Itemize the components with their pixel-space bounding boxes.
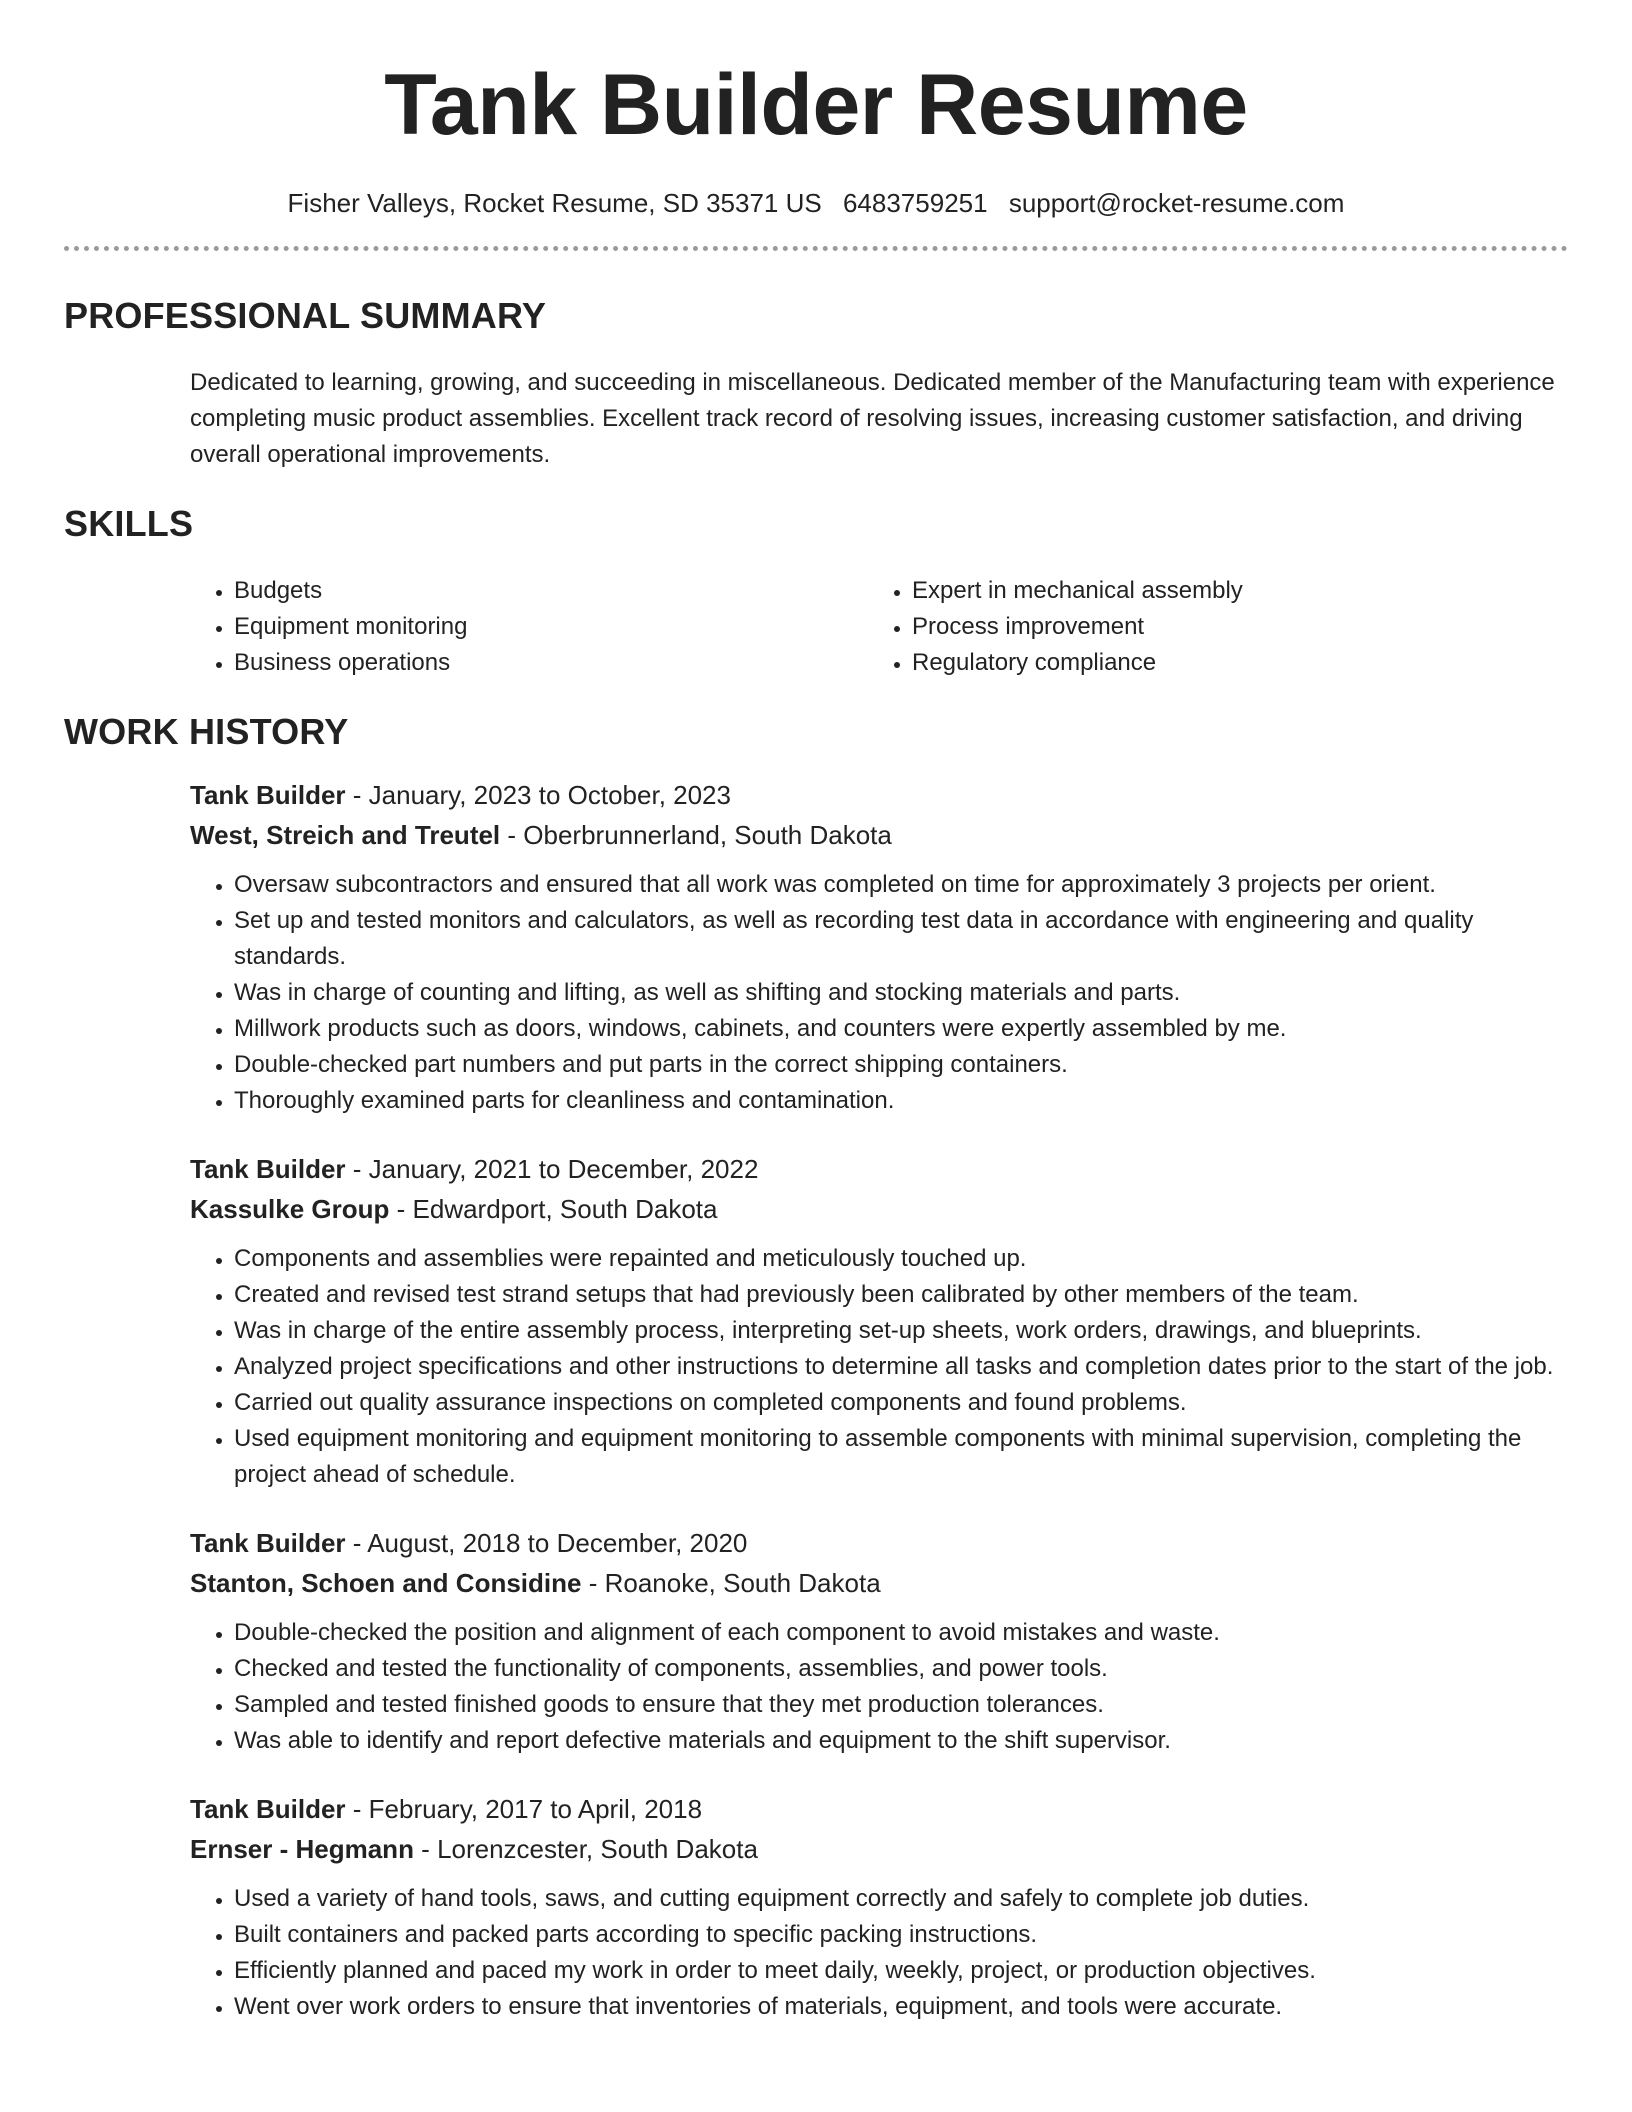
job-title: Tank Builder [190,1154,346,1184]
job-duty: • Oversaw subcontractors and ensured that all work was completed on time for approximately 3 projects per orient. [234,867,1568,903]
job-title-line: Tank Builder - February, 2017 to April, 2018 [190,1794,703,1824]
skills-column-left [190,573,868,681]
job-dates: January, 2021 to December, 2022 [368,1154,759,1184]
job-duty: • Double-checked the position and alignment of each component to avoid mistakes and waste. [234,1615,1568,1651]
job-duty: • Carried out quality assurance inspections on completed components and found problems. [234,1385,1568,1421]
job-location: Edwardport, South Dakota [412,1194,718,1224]
skill-item: • Regulatory compliance [912,645,1468,681]
job-entry [190,1149,1568,1493]
job-duty: • Used a variety of hand tools, saws, and cutting equipment correctly and safely to complete job duties. [234,1881,1568,1917]
resume-title: Tank Builder Resume [384,57,1248,153]
skill-item: • Process improvement [912,609,1468,645]
job-duty: • Used equipment monitoring and equipment monitoring to assemble components with minimal supervision, completing the project ahead of schedule. [234,1421,1568,1493]
job-location: Roanoke, South Dakota [604,1568,881,1598]
job-duty: • Components and assemblies were repainted and meticulously touched up. [234,1241,1568,1277]
job-duty: • Built containers and packed parts according to specific packing instructions. [234,1917,1568,1953]
job-title: Tank Builder [190,1794,346,1824]
job-title: Tank Builder [190,780,346,810]
skills-section [64,503,1568,681]
job-dates: August, 2018 to December, 2020 [367,1528,748,1558]
professional-summary-section [64,295,1568,473]
job-title-line: Tank Builder - January, 2023 to October, 2023 [190,780,731,810]
job-duty: • Analyzed project specifications and other instructions to determine all tasks and completion dates prior to the start of the job. [234,1349,1568,1385]
job-duty: • Thoroughly examined parts for cleanliness and contamination. [234,1083,1568,1119]
job-company-line: West, Streich and Treutel - Oberbrunnerland, South Dakota [190,820,892,850]
job-duties [190,1241,1568,1493]
job-company-line: Stanton, Schoen and Considine - Roanoke, South Dakota [190,1568,881,1598]
contact-phone: 6483759251 [842,188,988,218]
job-entry [190,1789,1568,2025]
job-duties [190,1615,1568,1759]
job-duty: • Millwork products such as doors, windows, cabinets, and counters were expertly assembled by me. [234,1011,1568,1047]
job-company-line: Kassulke Group - Edwardport, South Dakota [190,1194,718,1224]
job-entry [190,1523,1568,1759]
job-duty: • Went over work orders to ensure that inventories of materials, equipment, and tools were accurate. [234,1989,1568,2025]
job-location: Oberbrunnerland, South Dakota [523,820,892,850]
job-entry [190,775,1568,1119]
skills-list [190,573,1568,681]
job-company: West, Streich and Treutel [190,820,501,850]
job-duty: • Efficiently planned and paced my work in order to meet daily, weekly, project, or production objectives. [234,1953,1568,1989]
contact-email: support@rocket-resume.com [1008,188,1345,218]
skills-column-right [868,573,1468,681]
job-duty: • Sampled and tested finished goods to ensure that they met production tolerances. [234,1687,1568,1723]
job-duty: • Was in charge of the entire assembly process, interpreting set-up sheets, work orders, drawings, and blueprints. [234,1313,1568,1349]
job-company: Kassulke Group [190,1194,390,1224]
summary-text: Dedicated to learning, growing, and succeeding in miscellaneous. Dedicated member of the Manufacturing team with experience completing music product assemblies. Excellent track record of resolving issues, increasing customer satisfaction, and driving overall operational improvements. [190,369,1555,468]
contact-line [64,188,1568,219]
job-dates: February, 2017 to April, 2018 [368,1794,703,1824]
job-duty: • Was in charge of counting and lifting, as well as shifting and stocking materials and parts. [234,975,1568,1011]
job-duties [190,867,1568,1119]
job-duty: • Was able to identify and report defective materials and equipment to the shift supervisor. [234,1723,1568,1759]
job-duty: • Checked and tested the functionality of components, assemblies, and power tools. [234,1651,1568,1687]
job-duty: • Created and revised test strand setups that had previously been calibrated by other members of the team. [234,1277,1568,1313]
skill-item: • Expert in mechanical assembly [912,573,1468,609]
job-company: Ernser - Hegmann [190,1834,414,1864]
job-duties [190,1881,1568,2025]
job-duty: • Set up and tested monitors and calculators, as well as recording test data in accordance with engineering and quality standards. [234,903,1568,975]
section-heading-skills: SKILLS [64,503,194,544]
job-company: Stanton, Schoen and Considine [190,1568,582,1598]
skill-item: • Equipment monitoring [234,609,868,645]
job-location: Lorenzcester, South Dakota [437,1834,758,1864]
job-dates: January, 2023 to October, 2023 [368,780,731,810]
contact-address: Fisher Valleys, Rocket Resume, SD 35371 US [287,188,822,218]
job-company-line: Ernser - Hegmann - Lorenzcester, South Dakota [190,1834,758,1864]
skill-item: • Budgets [234,573,868,609]
job-duty: • Double-checked part numbers and put parts in the correct shipping containers. [234,1047,1568,1083]
section-heading-work: WORK HISTORY [64,711,349,752]
header-divider [64,246,1568,251]
work-history-section [64,711,1568,2025]
skill-item: • Business operations [234,645,868,681]
job-title-line: Tank Builder - January, 2021 to December, 2022 [190,1154,759,1184]
job-title: Tank Builder [190,1528,346,1558]
section-heading-summary: PROFESSIONAL SUMMARY [64,295,547,336]
job-title-line: Tank Builder - August, 2018 to December, 2020 [190,1528,748,1558]
